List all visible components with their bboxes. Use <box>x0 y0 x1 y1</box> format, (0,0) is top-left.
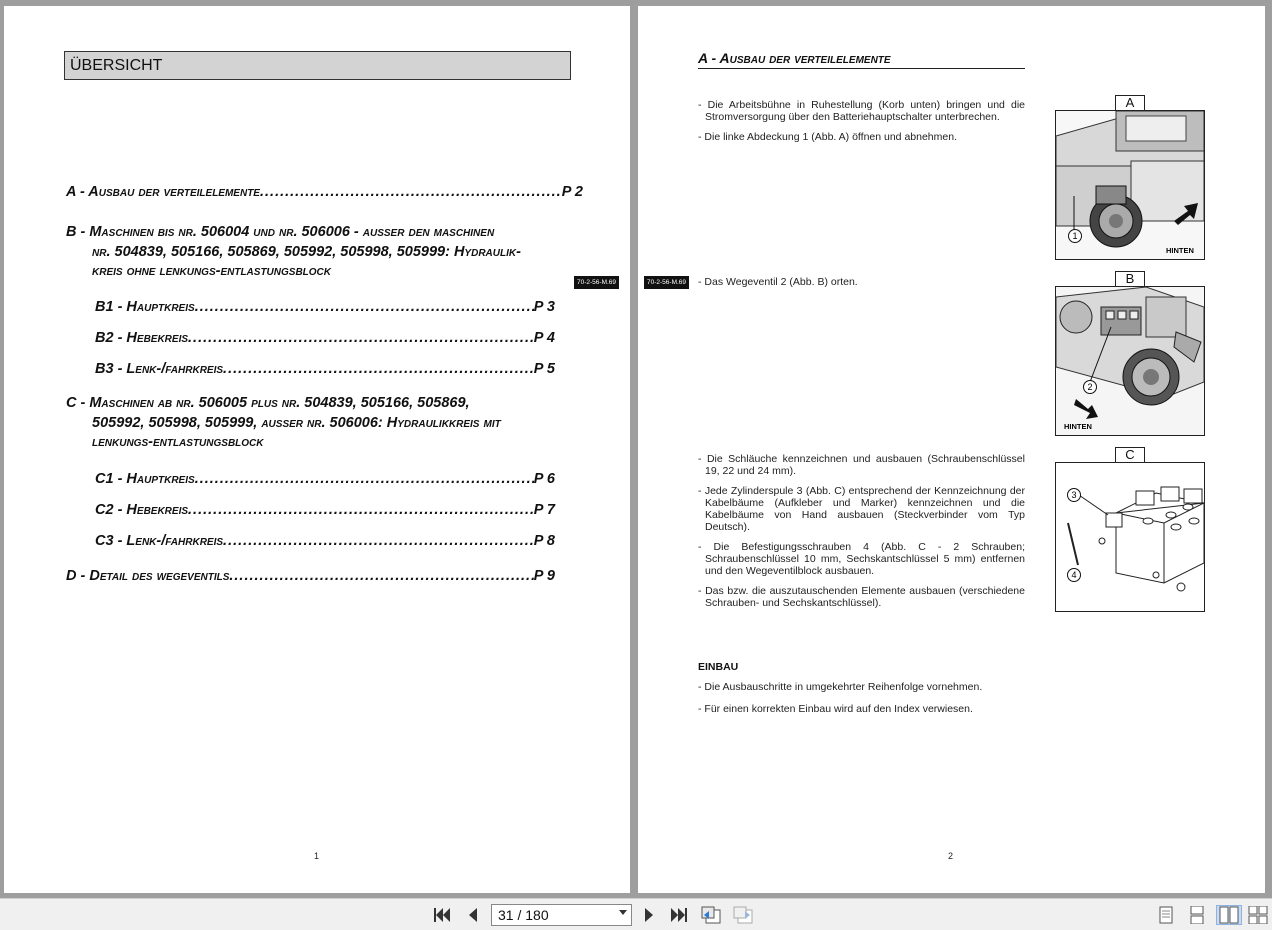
single-page-view-button[interactable] <box>1153 905 1179 925</box>
toc-entry-a[interactable]: A - Ausbau der verteilelemente ..... P 2 <box>66 183 583 202</box>
go-back-button[interactable] <box>700 905 722 925</box>
figure-a <box>1055 110 1205 260</box>
single-page-view-icon <box>1158 906 1174 924</box>
figure-b-label: B <box>1115 271 1145 286</box>
page-dropdown-icon[interactable] <box>619 910 627 915</box>
go-back-icon <box>700 905 722 925</box>
continuous-view-icon <box>1189 906 1205 924</box>
einbau-instructions: - Die Ausbauschritte in umgekehrter Reihenfolge vornehmen. - Für einen korrekten Einbau wird auf den Index verwiesen. <box>698 681 983 715</box>
figure-a-caption: HINTEN <box>1166 246 1194 255</box>
overview-heading: ÜBERSICHT <box>64 51 571 80</box>
previous-page-button[interactable] <box>462 905 484 925</box>
toc-entry-b[interactable]: B - Maschinen bis nr. 506004 und nr. 506006 - ausser den maschinen nr. 504839, 505166, 505869, 505992, 505998, 505999: Hydraulik- kreis ohne lenkungs-entlastungsblock <box>66 224 521 279</box>
two-page-view-button[interactable] <box>1216 905 1242 925</box>
figure-b-drawing <box>1056 287 1204 435</box>
next-page-button[interactable] <box>638 905 660 925</box>
instructions-block-1: - Die Arbeitsbühne in Ruhestellung (Korb unten) bringen und die Stromversorgung über den Batteriehauptschalter unterbrechen. - Die linke Abdeckung 1 (Abb. A) öffnen und abnehmen. <box>698 99 1025 143</box>
figure-c-label: C <box>1115 447 1145 462</box>
toc-entry-b2[interactable]: B2 - Hebekreis ..... P 4 <box>95 329 555 348</box>
toc-entry-d[interactable]: D - Detail des wegeventils ..... P 9 <box>66 567 555 586</box>
figure-a-callout: 1 <box>1068 229 1082 243</box>
figure-c-drawing <box>1056 463 1204 611</box>
page-marker-right: 70-2-56-M.69 <box>644 276 689 289</box>
right-page <box>638 6 1265 893</box>
first-page-icon <box>433 907 451 923</box>
two-page-continuous-view-button[interactable] <box>1246 905 1270 925</box>
continuous-view-button[interactable] <box>1184 905 1210 925</box>
page-indicator: 31 / 180 <box>498 907 549 923</box>
toc-entry-c3[interactable]: C3 - Lenk-/fahrkreis ..... P 8 <box>95 532 555 551</box>
figure-c-callout-3: 3 <box>1067 488 1081 502</box>
figure-c-callout-4: 4 <box>1067 568 1081 582</box>
two-page-continuous-view-icon <box>1248 906 1268 924</box>
figure-c <box>1055 462 1205 612</box>
viewer-toolbar <box>0 898 1272 930</box>
page-number-left: 1 <box>314 851 320 861</box>
instructions-block-2: - Das Wegeventil 2 (Abb. B) orten. <box>698 276 858 288</box>
toc-entry-c[interactable]: C - Maschinen ab nr. 506005 plus nr. 504839, 505166, 505869, 505992, 505998, 505999, ausser nr. 506006: Hydraulikkreis mit lenkungs-entlastungsblock <box>66 395 501 450</box>
toc-entry-b3[interactable]: B3 - Lenk-/fahrkreis ..... P 5 <box>95 360 555 379</box>
figure-b-caption: HINTEN <box>1064 422 1092 431</box>
figure-b-callout: 2 <box>1083 380 1097 394</box>
page-marker-left: 70-2-56-M.69 <box>574 276 619 289</box>
figure-a-label: A <box>1115 95 1145 110</box>
page-number-right: 2 <box>948 851 954 861</box>
next-page-icon <box>643 907 655 923</box>
toc-entry-b1[interactable]: B1 - Hauptkreis ..... P 3 <box>95 298 555 317</box>
first-page-button[interactable] <box>431 905 453 925</box>
last-page-button[interactable] <box>668 905 690 925</box>
einbau-heading: EINBAU <box>698 661 739 673</box>
go-forward-button[interactable] <box>732 905 754 925</box>
figure-b <box>1055 286 1205 436</box>
two-page-view-icon <box>1219 906 1239 924</box>
instructions-block-3: - Die Schläuche kennzeichnen und ausbauen (Schraubenschlüssel 19, 22 und 24 mm). - Jede Zylinderspule 3 (Abb. C) entsprechend der Kennzeichnung der Kabelbäume (Aufkleber und Marker) kennzeichnen und die Kabelbäume von Hand ausbauen (Steckverbinder vom Typ Deutsch). - Die Befestigungsschrauben 4 (Abb. C - 2 Schrauben; Schraubenschlüssel 10 mm, Sechskantschlüssel 5 mm) entfernen und den Wegeventilblock ausbauen. - Das bzw. die auszutauschenden Elemente ausbauen (verschiedene Schrauben- und Sechskantschlüssel). <box>698 453 1025 609</box>
section-title: A - Ausbau der verteilelemente <box>698 50 1025 69</box>
page-number-input[interactable] <box>491 904 632 926</box>
last-page-icon <box>670 907 688 923</box>
toc-entry-c1[interactable]: C1 - Hauptkreis ..... P 6 <box>95 470 555 489</box>
toc-entry-c2[interactable]: C2 - Hebekreis ..... P 7 <box>95 501 555 520</box>
left-page <box>4 6 630 893</box>
previous-page-icon <box>467 907 479 923</box>
go-forward-icon <box>732 905 754 925</box>
